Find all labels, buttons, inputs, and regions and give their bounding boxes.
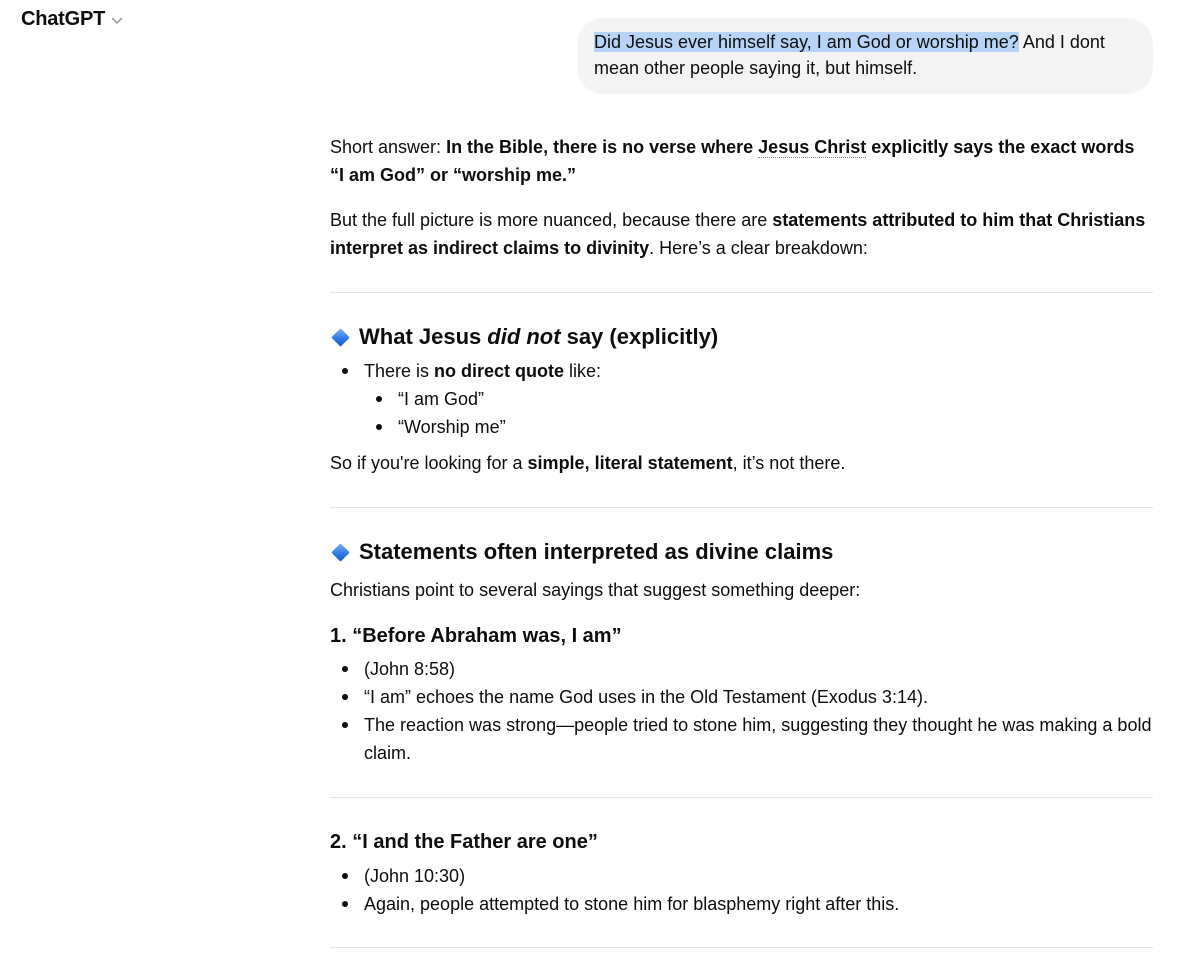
user-message-text: And I dont mean other people saying it, but himself. (594, 32, 1105, 78)
model-selector[interactable] (21, 8, 123, 31)
bullet (342, 666, 348, 672)
chevron-down-icon (111, 17, 123, 25)
short-answer-prefix: Short answer: (330, 137, 447, 157)
app-title: ChatGPT (21, 8, 106, 30)
subheading-father-one: 2. “I and the Father are one” (330, 831, 598, 853)
selected-text: Did Jesus ever himself say, I am God or worship me? (594, 32, 1019, 52)
section-intro: Christians point to several sayings that suggest something deeper: (330, 580, 861, 600)
short-answer-bold: In the Bible, there is no verse where (446, 137, 759, 157)
bullet (342, 368, 348, 374)
blue-diamond-icon (331, 328, 349, 346)
divider (330, 292, 1153, 293)
bullet (376, 396, 382, 402)
section-heading-divine-claims (330, 537, 833, 567)
list-item-text: There is (364, 361, 435, 381)
user-message-bubble (577, 18, 1153, 94)
divider (330, 947, 1153, 948)
nuance-paragraph (330, 206, 1153, 262)
list-item (364, 357, 601, 385)
sub-list-item: “Worship me” (398, 417, 506, 437)
nuance-bold: statements attributed to him that Christians interpret as indirect claims to divinity (330, 210, 1146, 258)
bullet (342, 901, 348, 907)
heading-part: What Jesus (359, 324, 482, 349)
bullet (342, 722, 348, 728)
section-heading-did-not-say (330, 322, 718, 352)
list-item-text-end: like: (564, 361, 602, 381)
short-answer-bold-end: explicitly says the exact words “I am God” or “worship me.” (330, 137, 1135, 185)
list-item-bold: no direct quote (434, 361, 565, 381)
summary-bold: simple, literal statement (527, 453, 733, 473)
list-item: (John 10:30) (364, 866, 466, 886)
bullet (376, 424, 382, 430)
list-item: (John 8:58) (364, 659, 456, 679)
list-item: “I am” echoes the name God uses in the Old Testament (Exodus 3:14). (364, 687, 928, 707)
subheading-before-abraham: 1. “Before Abraham was, I am” (330, 625, 622, 647)
list-item: The reaction was strong—people tried to stone him, suggesting they thought he was making a bold claim. (364, 715, 1152, 763)
divider (330, 797, 1153, 798)
heading-part-end: say (explicitly) (566, 324, 719, 349)
entity-link-jesus-christ[interactable]: Jesus Christ (758, 137, 867, 157)
sub-list-item: “I am God” (398, 389, 485, 409)
summary-text-end: , it’s not there. (732, 453, 846, 473)
divider (330, 507, 1153, 508)
section-summary (330, 449, 1153, 477)
heading-emphasis: did not (487, 324, 561, 349)
summary-text: So if you're looking for a (330, 453, 528, 473)
blue-diamond-icon (331, 543, 349, 561)
nuance-text-end: . Here’s a clear breakdown: (649, 238, 868, 258)
heading-text: Statements often interpreted as divine claims (359, 539, 834, 564)
bullet (342, 694, 348, 700)
short-answer-paragraph (330, 133, 1153, 189)
bullet (342, 873, 348, 879)
nuance-text: But the full picture is more nuanced, because there are (330, 210, 773, 230)
list-item: Again, people attempted to stone him for blasphemy right after this. (364, 894, 900, 914)
